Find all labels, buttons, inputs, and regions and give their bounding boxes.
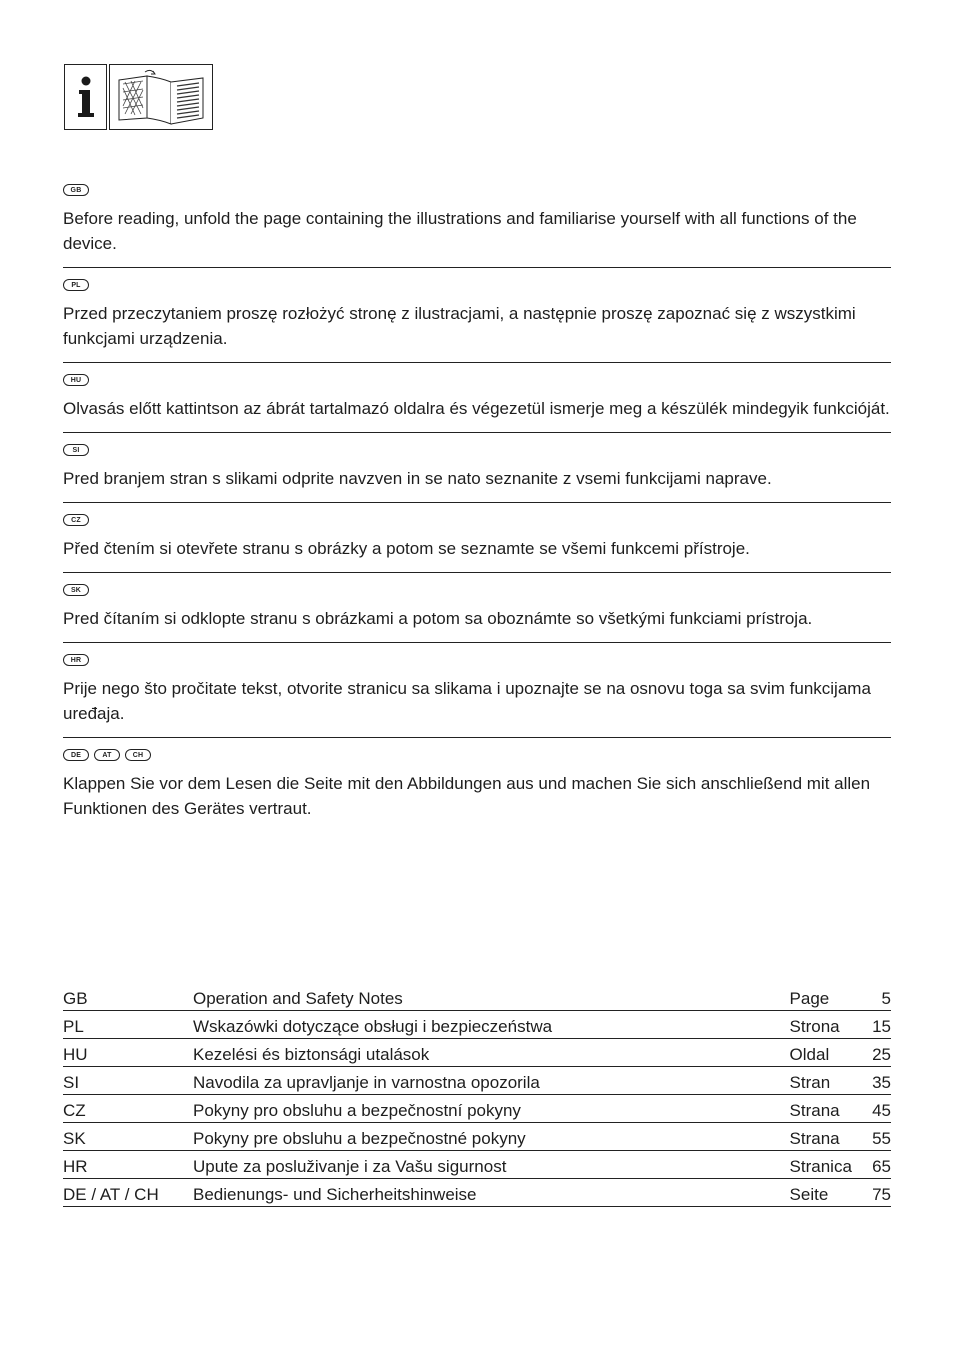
language-badge: HR: [63, 654, 89, 666]
table-row: [63, 1039, 891, 1067]
language-section: [63, 749, 891, 832]
toc-title: Kezelési és biztonsági utalások: [193, 1039, 790, 1067]
table-of-contents: [63, 983, 891, 1207]
language-badge: SI: [63, 444, 89, 456]
language-badges: [63, 749, 891, 763]
toc-page-number: 15: [860, 1011, 891, 1039]
language-section: [63, 584, 891, 643]
section-text: Przed przeczytaniem proszę rozłożyć stronę z ilustracjami, a następnie proszę zapoznać się z wszystkimi funkcjami urządzenia.: [63, 304, 856, 348]
toc-language-code: PL: [63, 1011, 193, 1039]
toc-page-label: Strona: [790, 1011, 860, 1039]
language-badge: HU: [63, 374, 89, 386]
section-text: Před čtením si otevřete stranu s obrázky a potom se seznamte se všemi funkcemi přístroje.: [63, 539, 750, 558]
language-badges: [63, 374, 891, 388]
section-text: Prije nego što pročitate tekst, otvorite stranicu sa slikama i upoznajte se na osnovu toga sa svim funkcijama uređaja.: [63, 679, 871, 723]
language-badge: GB: [63, 184, 89, 196]
language-badges: [63, 279, 891, 293]
toc-title: Navodila za upravljanje in varnostna opozorila: [193, 1067, 790, 1095]
language-section: [63, 514, 891, 573]
toc-page-label: Oldal: [790, 1039, 860, 1067]
language-section: [63, 184, 891, 268]
toc-title: Bedienungs- und Sicherheitshinweise: [193, 1179, 790, 1207]
toc-page-number: 45: [860, 1095, 891, 1123]
language-badge: DE: [63, 749, 89, 761]
language-badges: [63, 514, 891, 528]
language-badges: [63, 654, 891, 668]
toc-page-number: 75: [860, 1179, 891, 1207]
table-row: [63, 1067, 891, 1095]
toc-title: Wskazówki dotyczące obsługi i bezpieczeństwa: [193, 1011, 790, 1039]
section-text: Klappen Sie vor dem Lesen die Seite mit den Abbildungen aus und machen Sie sich anschließend mit allen Funktionen des Gerätes vertraut.: [63, 774, 871, 818]
toc-language-code: GB: [63, 983, 193, 1011]
section-text: Pred čítaním si odklopte stranu s obrázkami a potom sa oboznámte so všetkými funkciami prístroja.: [63, 609, 813, 628]
language-badge: AT: [94, 749, 120, 761]
toc-page-number: 5: [860, 983, 891, 1011]
unfold-page-icon: [109, 64, 213, 130]
toc-page-number: 55: [860, 1123, 891, 1151]
language-badges: [63, 444, 891, 458]
toc-title: Pokyny pre obsluhu a bezpečnostné pokyny: [193, 1123, 790, 1151]
section-text: Before reading, unfold the page containing the illustrations and familiarise yourself with all functions of the device.: [63, 209, 857, 253]
table-row: [63, 1095, 891, 1123]
language-section: [63, 279, 891, 363]
section-text: Pred branjem stran s slikami odprite navzven in se nato seznanite z vsemi funkcijami naprave.: [63, 469, 772, 488]
table-row: [63, 1011, 891, 1039]
toc-language-code: HU: [63, 1039, 193, 1067]
toc-title: Upute za posluživanje i za Vašu sigurnost: [193, 1151, 790, 1179]
toc-title: Pokyny pro obsluhu a bezpečnostní pokyny: [193, 1095, 790, 1123]
table-row: [63, 1123, 891, 1151]
toc-page-number: 65: [860, 1151, 891, 1179]
toc-language-code: CZ: [63, 1095, 193, 1123]
language-badge: CZ: [63, 514, 89, 526]
toc-language-code: DE / AT / CH: [63, 1179, 193, 1207]
table-row: [63, 1151, 891, 1179]
toc-page-number: 25: [860, 1039, 891, 1067]
table-row: [63, 983, 891, 1011]
toc-language-code: SI: [63, 1067, 193, 1095]
toc-page-number: 35: [860, 1067, 891, 1095]
language-section: [63, 654, 891, 738]
toc-title: Operation and Safety Notes: [193, 983, 790, 1011]
toc-page-label: Strana: [790, 1095, 860, 1123]
toc-page-label: Stran: [790, 1067, 860, 1095]
language-badge: PL: [63, 279, 89, 291]
language-badge: CH: [125, 749, 151, 761]
table-row: [63, 1179, 891, 1207]
language-badges: [63, 584, 891, 598]
header-icons: [64, 64, 213, 130]
language-section: [63, 444, 891, 503]
toc-page-label: Page: [790, 983, 860, 1011]
toc-language-code: SK: [63, 1123, 193, 1151]
section-text: Olvasás előtt kattintson az ábrát tartalmazó oldalra és végezetül ismerje meg a készülék mindegyik funkcióját.: [63, 399, 890, 418]
toc-page-label: Stranica: [790, 1151, 860, 1179]
toc-page-label: Strana: [790, 1123, 860, 1151]
language-badges: [63, 184, 891, 198]
info-icon: [64, 64, 107, 130]
language-section: [63, 374, 891, 433]
language-badge: SK: [63, 584, 89, 596]
toc-language-code: HR: [63, 1151, 193, 1179]
toc-page-label: Seite: [790, 1179, 860, 1207]
language-sections: [63, 184, 891, 843]
